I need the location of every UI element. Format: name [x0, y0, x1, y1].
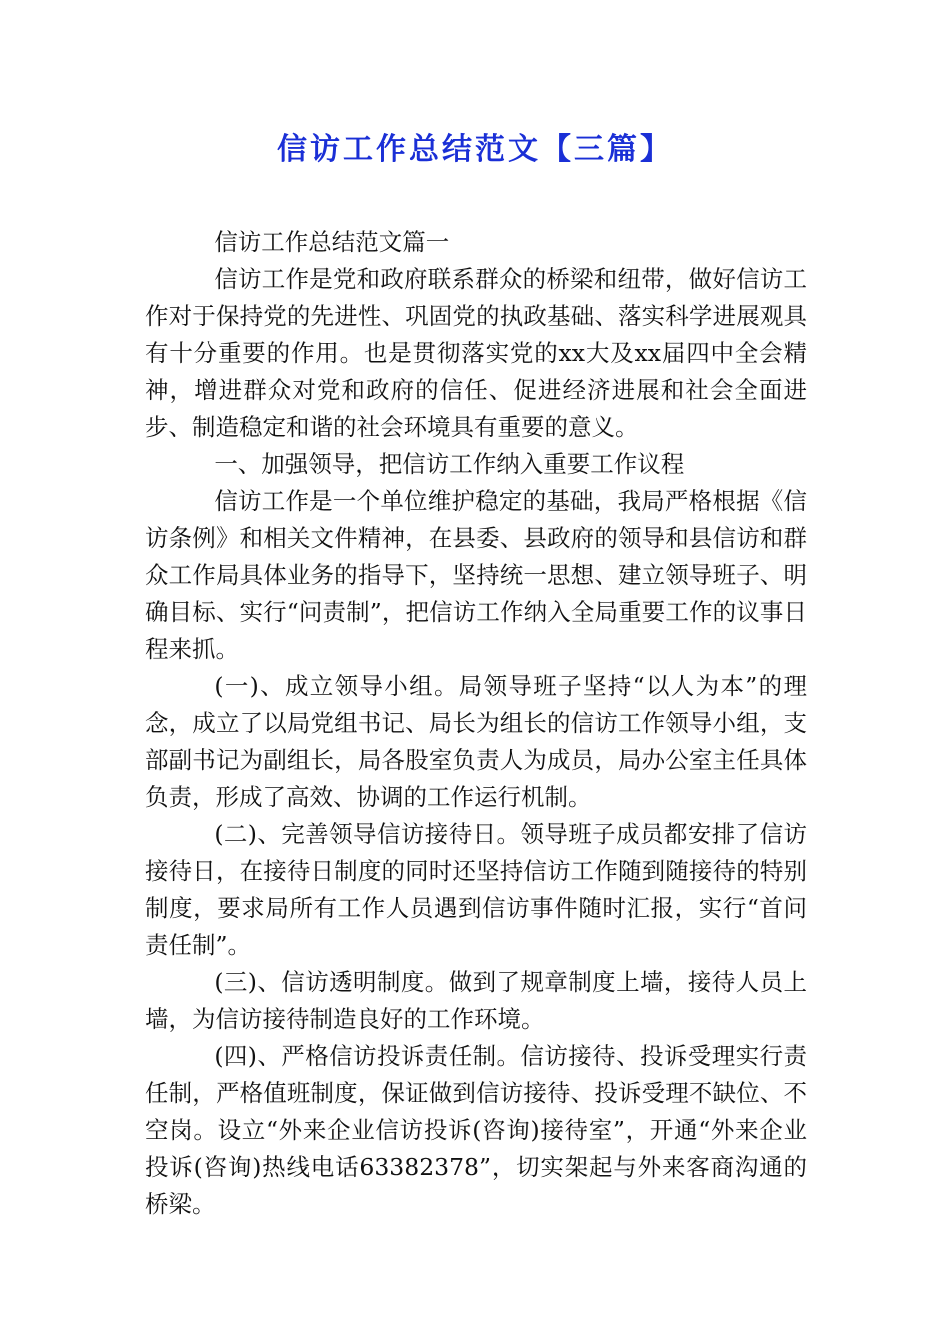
paragraph-leadership: 信访工作是一个单位维护稳定的基础，我局严格根据《信访条例》和相关文件精神，在县委、县政府的领导和县信访和群众工作局具体业务的指导下，坚持统一思想、建立领导班子、明确目标、实行“问责制”，把信访工作纳入全局重要工作的议事日程来抓。	[145, 487, 807, 663]
paragraph-item-3: (三)、信访透明制度。做到了规章制度上墙，接待人员上墙，为信访接待制造良好的工作环境。	[145, 968, 807, 1033]
paragraph-item-2: (二)、完善领导信访接待日。领导班子成员都安排了信访接待日，在接待日制度的同时还坚持信访工作随到随接待的特别制度，要求局所有工作人员遇到信访事件随时汇报，实行“首问责任制”。	[145, 820, 807, 959]
section-heading-strengthen-leadership: 一、加强领导，把信访工作纳入重要工作议程	[214, 450, 685, 478]
paragraph-item-1: (一)、成立领导小组。局领导班子坚持“以人为本”的理念，成立了以局党组书记、局长为组长的信访工作领导小组，支部副书记为副组长，局各股室负责人为成员，局办公室主任具体负责，形成了高效、协调的工作运行机制。	[145, 672, 807, 811]
section-heading-part-one: 信访工作总结范文篇一	[214, 228, 450, 256]
paragraph-item-4: (四)、严格信访投诉责任制。信访接待、投诉受理实行责任制，严格值班制度，保证做到信访接待、投诉受理不缺位、不空岗。设立“外来企业信访投诉(咨询)接待室”，开通“外来企业投诉(咨询)热线电话63382378”，切实架起与外来客商沟通的桥梁。	[145, 1042, 807, 1218]
document-title: 信访工作总结范文【三篇】	[277, 132, 673, 167]
paragraph-intro: 信访工作是党和政府联系群众的桥梁和纽带，做好信访工作对于保持党的先进性、巩固党的执政基础、落实科学进展观具有十分重要的作用。也是贯彻落实党的xx大及xx届四中全会精神，增进群众对党和政府的信任、促进经济进展和社会全面进步、制造稳定和谐的社会环境具有重要的意义。	[145, 265, 807, 441]
document-body	[145, 224, 807, 1223]
